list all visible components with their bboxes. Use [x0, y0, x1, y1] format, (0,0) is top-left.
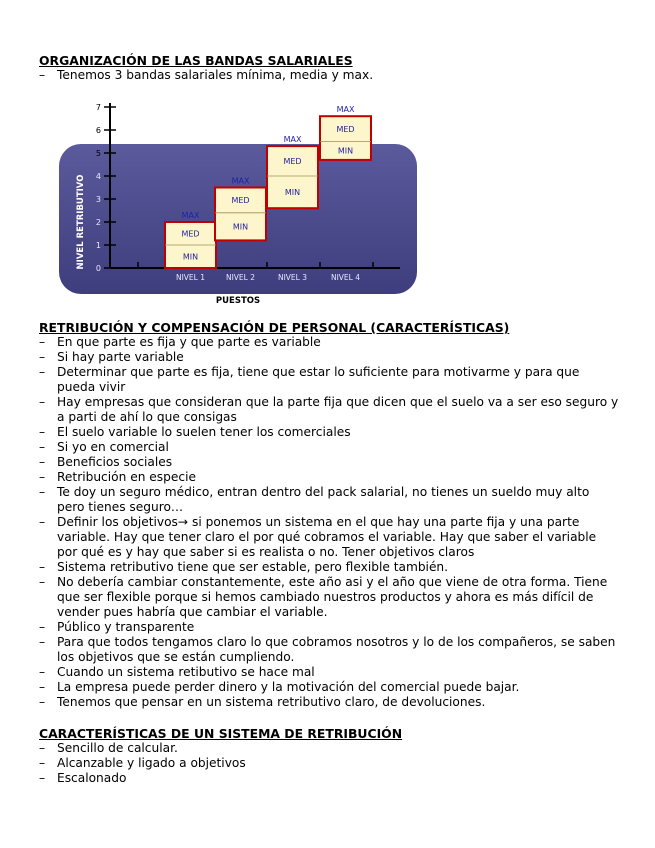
list-item-text: Determinar que parte es fija, tiene que estar lo suficiente para motivarme y para que pueda vivir: [57, 365, 580, 394]
category-label: NIVEL 4: [330, 273, 361, 282]
list-item: [39, 425, 619, 440]
list-item: [39, 440, 619, 455]
bullet-dash: –: [39, 365, 46, 379]
bullet-dash: –: [39, 680, 46, 694]
list-item-text: Para que todos tengamos claro lo que cobramos nosotros y lo de los compañeros, se saben los objetivos que se están cumpliendo.: [57, 635, 616, 664]
list-item-text: Te doy un seguro médico, entran dentro del pack salarial, no tienes un sueldo muy alto pero tienes seguro…: [57, 485, 590, 514]
y-axis-label: NIVEL RETRIBUTIVO: [76, 174, 86, 270]
salary-band-3: [267, 146, 318, 208]
list-item: [39, 560, 619, 575]
list-item: [39, 350, 619, 365]
med-label: MED: [231, 196, 250, 206]
list-item-text: Tenemos que pensar en un sistema retributivo claro, de devoluciones.: [57, 695, 486, 709]
bullet-dash: –: [39, 455, 46, 469]
min-label: MIN: [182, 252, 199, 262]
bullet-dash: –: [39, 425, 46, 439]
bullet-dash: –: [39, 635, 46, 649]
section-heading-retribucion: RETRIBUCIÓN Y COMPENSACIÓN DE PERSONAL (CARACTERÍSTICAS): [39, 320, 510, 335]
list-item-text: Retribución en especie: [57, 470, 196, 484]
min-label: MIN: [337, 146, 354, 156]
med-label: MED: [181, 229, 200, 239]
bullet-dash: –: [39, 395, 46, 409]
list-item-text: Si yo en comercial: [57, 440, 169, 454]
y-tick-label: 6: [95, 126, 101, 135]
list-item-text: Beneficios sociales: [57, 455, 173, 469]
list-item-text: El suelo variable lo suelen tener los comerciales: [57, 425, 351, 439]
list-item: – Tenemos 3 bandas salariales mínima, media y max.: [39, 68, 374, 82]
bullet-dash: –: [39, 695, 46, 709]
category-label: NIVEL 1: [175, 273, 206, 282]
salary-bands-chart: [55, 92, 417, 308]
list-item-text: No debería cambiar constantemente, este año asi y el año que viene de otra forma. Tiene que ser flexible porque si hemos cambiado nuestros productos y ahora es más difícil de vender pues habría que cambiar el variable.: [57, 575, 608, 619]
retribucion-list: [39, 335, 619, 710]
list-item-text: Alcanzable y ligado a objetivos: [57, 756, 246, 770]
y-tick-label: 0: [95, 264, 101, 273]
list-item: [39, 620, 619, 635]
list-item: [39, 485, 619, 515]
list-item: [39, 771, 619, 786]
x-axis-label: PUESTOS: [215, 296, 261, 306]
list-item: [39, 741, 619, 756]
list-item: [39, 665, 619, 680]
y-tick-label: 5: [95, 149, 101, 158]
max-label: MAX: [336, 105, 355, 115]
y-tick-label: 7: [95, 103, 101, 112]
bullet-dash: –: [39, 620, 46, 634]
bullet-dash: –: [39, 771, 46, 785]
bullet-dash: –: [39, 350, 46, 364]
list-item: [39, 575, 619, 620]
med-label: MED: [283, 157, 302, 167]
section-heading-bandas: ORGANIZACIÓN DE LAS BANDAS SALARIALES: [39, 53, 353, 68]
bullet-dash: –: [39, 335, 46, 349]
bullet-dash: –: [39, 665, 46, 679]
list-item-text: Hay empresas que consideran que la parte fija que dicen que el suelo va a ser eso seguro y a parti de ahí lo que consigas: [57, 395, 619, 424]
bullet-dash: –: [39, 515, 46, 529]
bullet-dash: –: [39, 575, 46, 589]
y-tick-label: 3: [95, 195, 101, 204]
bullet-dash: –: [39, 485, 46, 499]
caracteristicas-list: [39, 741, 619, 786]
list-item: [39, 680, 619, 695]
y-tick-label: 4: [95, 172, 101, 181]
category-label: NIVEL 3: [277, 273, 308, 282]
y-tick-label: 2: [95, 218, 101, 227]
category-label: NIVEL 2: [225, 273, 256, 282]
list-item: [39, 756, 619, 771]
list-item-text: Sencillo de calcular.: [57, 741, 178, 755]
list-item-text: La empresa puede perder dinero y la motivación del comercial puede bajar.: [57, 680, 520, 694]
max-label: MAX: [231, 176, 250, 186]
list-item-text: Cuando un sistema retibutivo se hace mal: [57, 665, 315, 679]
bullet-dash: –: [39, 470, 46, 484]
list-item: [39, 365, 619, 395]
list-item: [39, 395, 619, 425]
bullet-dash: –: [39, 440, 46, 454]
list-item-text: Público y transparente: [57, 620, 195, 634]
max-label: MAX: [181, 211, 200, 220]
bandas-list: [39, 68, 619, 83]
list-item: [39, 455, 619, 470]
list-item: [39, 515, 619, 560]
list-item: [39, 335, 619, 350]
list-item-text: Si hay parte variable: [57, 350, 184, 364]
bullet-dash: –: [39, 560, 46, 574]
list-item: [39, 635, 619, 665]
max-label: MAX: [283, 135, 302, 145]
bullet-dash: –: [39, 68, 46, 82]
min-label: MIN: [284, 188, 301, 198]
med-label: MED: [336, 124, 355, 134]
list-item-text: Definir los objetivos→ si ponemos un sistema en el que hay una parte fija y una parte variable. Hay que tener claro el por qué cobramos el variable. Hay que saber el variable por qué es y hay que saber si es realista o no. Tener objetivos claros: [57, 515, 597, 559]
list-item: [39, 470, 619, 485]
y-tick-label: 1: [95, 241, 101, 250]
bullet-dash: –: [39, 756, 46, 770]
list-item-text: En que parte es fija y que parte es variable: [57, 335, 321, 349]
min-label: MIN: [232, 222, 249, 232]
list-item: [39, 695, 619, 710]
list-item-text: Escalonado: [57, 771, 127, 785]
section-heading-caracteristicas: CARACTERÍSTICAS DE UN SISTEMA DE RETRIBUCIÓN: [39, 726, 403, 741]
bullet-dash: –: [39, 741, 46, 755]
list-item-text: Sistema retributivo tiene que ser estable, pero flexible también.: [57, 560, 449, 574]
